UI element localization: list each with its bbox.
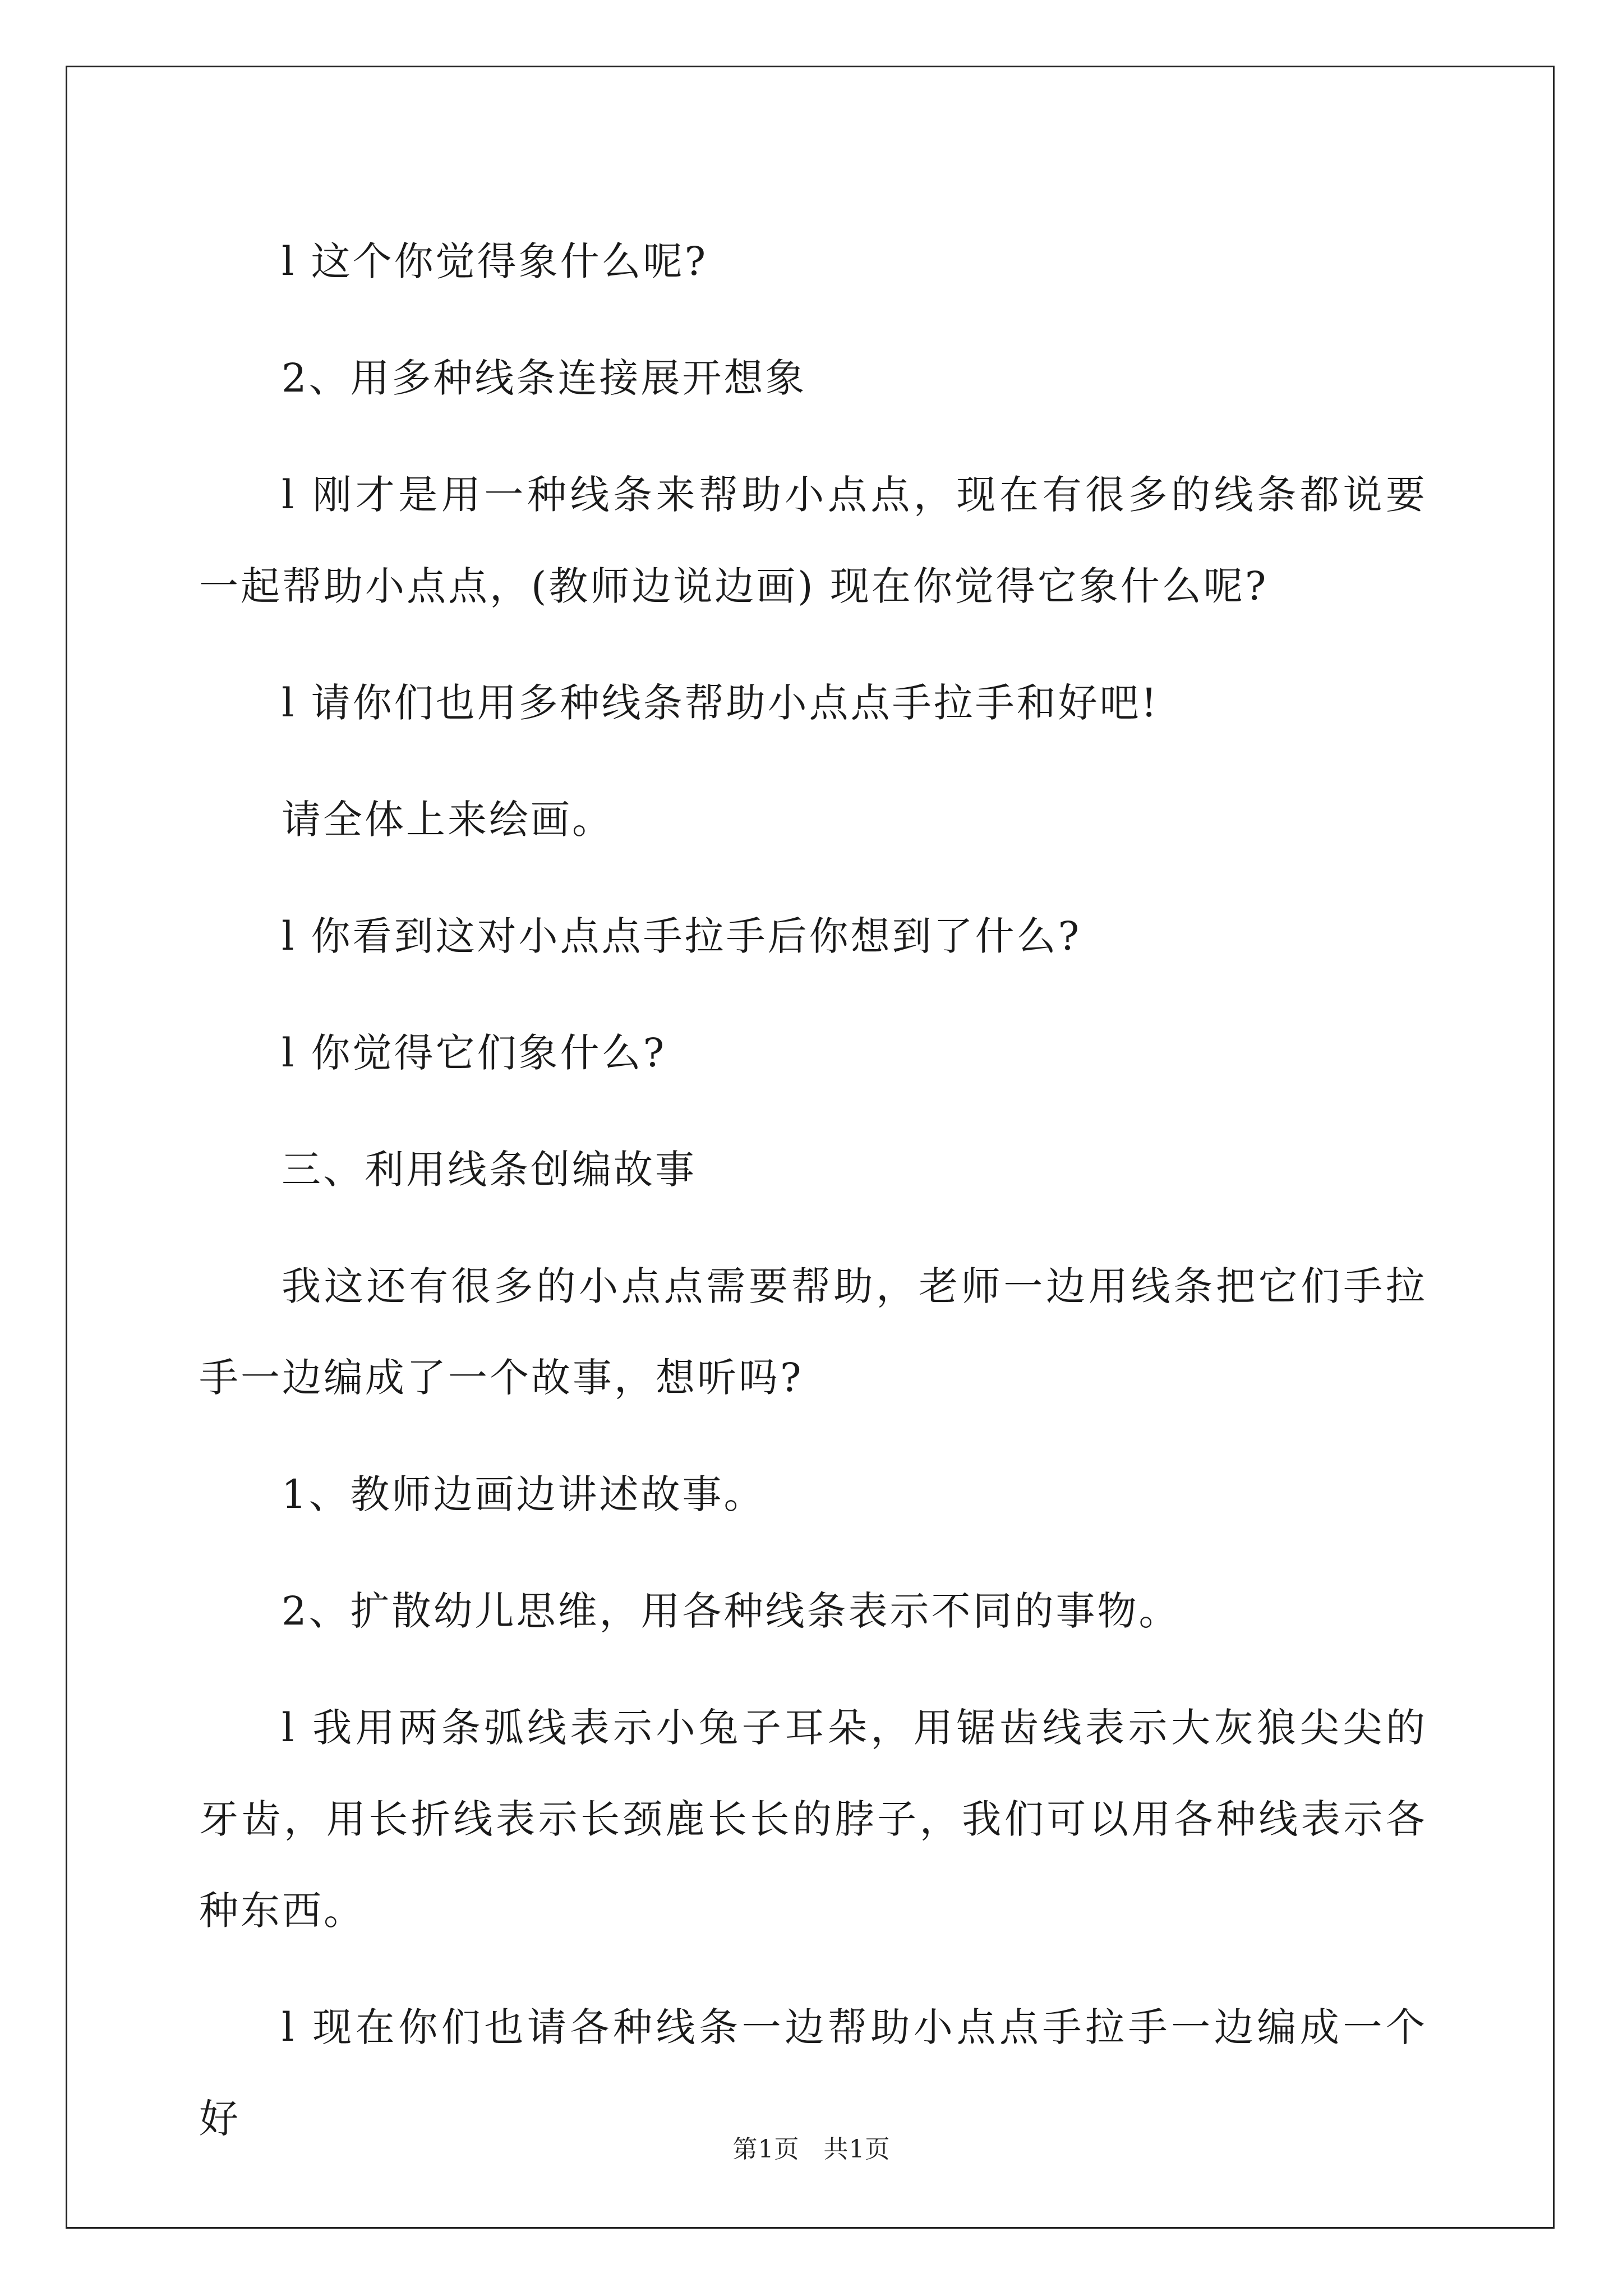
paragraph: 我这还有很多的小点点需要帮助，老师一边用线条把它们手拉手一边编成了一个故事，想听吗? xyxy=(199,1263,1427,1401)
paragraph: 1、教师边画边讲述故事。 xyxy=(282,1471,766,1517)
paragraph: 2、用多种线条连接展开想象 xyxy=(282,355,807,401)
page-number: 第1页 xyxy=(732,2135,800,2164)
paragraph: 2、扩散幼儿思维，用各种线条表示不同的事物。 xyxy=(282,1588,1181,1634)
paragraph: l 你觉得它们象什么? xyxy=(282,1030,667,1076)
page-total: 共1页 xyxy=(823,2135,891,2164)
page-footer xyxy=(0,2129,1623,2165)
paragraph: l 刚才是用一种线条来帮助小点点，现在有很多的线条都说要一起帮助小点点，(教师边说边画) 现在你觉得它象什么呢? xyxy=(199,472,1427,609)
paragraph: l 你看到这对小点点手拉手后你想到了什么? xyxy=(282,913,1082,959)
paragraph: l 这个你觉得象什么呢? xyxy=(282,238,708,284)
paragraph: l 我用两条弧线表示小兔子耳朵，用锯齿线表示大灰狼尖尖的牙齿，用长折线表示长颈鹿长长的脖子，我们可以用各种线表示各种东西。 xyxy=(199,1705,1427,1934)
paragraph: l 请你们也用多种线条帮助小点点手拉手和好吧! xyxy=(282,680,1159,726)
section-heading: 三、利用线条创编故事 xyxy=(282,1147,697,1193)
paragraph: 请全体上来绘画。 xyxy=(282,797,614,843)
document-body xyxy=(199,216,1427,2190)
paragraph: l 现在你们也请各种线条一边帮助小点点手拉手一边编成一个好 xyxy=(199,2004,1427,2142)
